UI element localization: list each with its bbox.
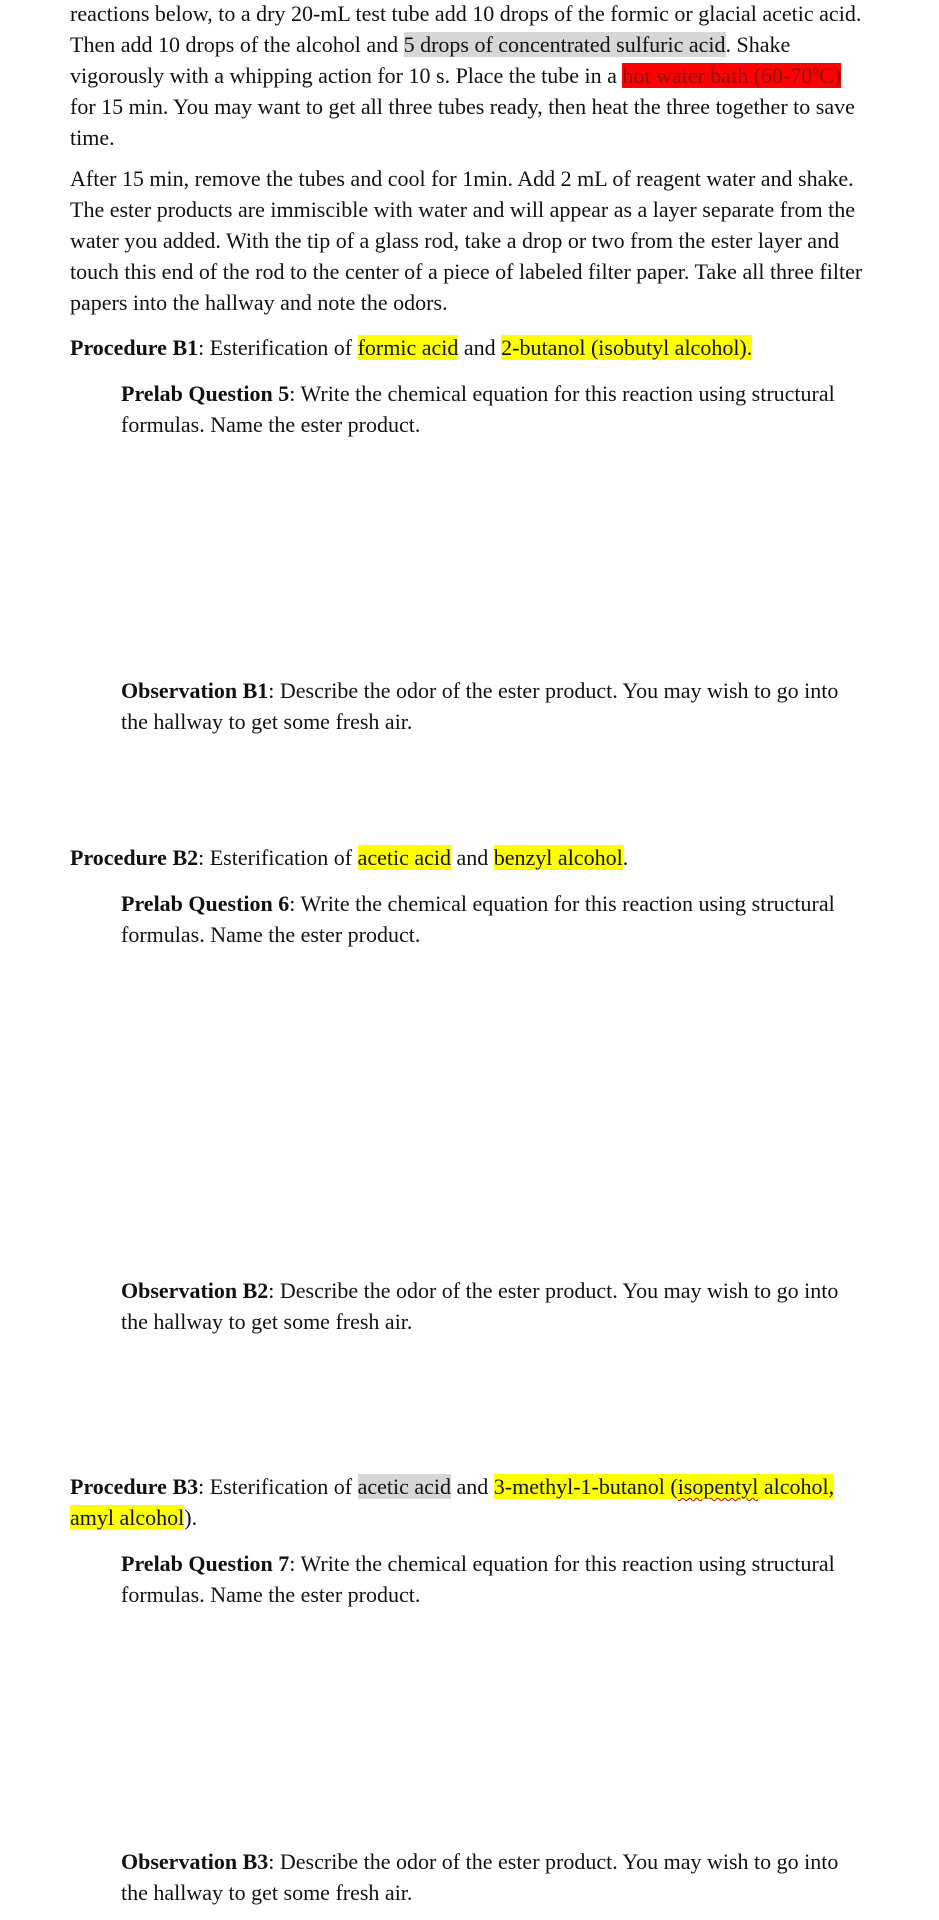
intro-paragraph-2: After 15 min, remove the tubes and cool for 1min. Add 2 mL of reagent water and shake. The ester products are immiscible with water and will appear as a layer separate from the water you added. With the tip of a glass rod, take a drop or two from the ester layer and touch this end of the rod to the center of a piece of labeled filter paper. Take all three filter papers into the hallway and note the odors. bbox=[70, 166, 863, 315]
highlight-acetic-acid: acetic acid bbox=[357, 845, 452, 870]
highlight-hot-water-bath: hot water bath (60-70ºC) bbox=[622, 63, 842, 88]
prelab-question-5: Prelab Question 5: Write the chemical equation for this reaction using structural formulas. Name the ester product. bbox=[121, 381, 835, 437]
highlight-acetic-acid-b3: acetic acid bbox=[357, 1474, 452, 1499]
spellcheck-underline-isopentyl: isopentyl bbox=[677, 1474, 759, 1499]
procedure-b3-label: Procedure B3 bbox=[70, 1474, 199, 1499]
procedure-b2-heading: Procedure B2: Esterification of acetic acid and benzyl alcohol. bbox=[70, 845, 629, 870]
intro-paragraph-1 bbox=[70, 0, 870, 153]
observation-b2: Observation B2: Describe the odor of the ester product. You may wish to go into the hallway to get some fresh air. bbox=[121, 1278, 839, 1334]
intro-text-c: for 15 min. You may want to get all three tubes ready, then heat the three together to save time. bbox=[70, 94, 855, 150]
procedure-b3-heading: Procedure B3: Esterification of acetic acid and 3-methyl-1-butanol (isopentyl alcohol, amyl alcohol). bbox=[70, 1474, 835, 1530]
prelab-question-7: Prelab Question 7: Write the chemical equation for this reaction using structural formulas. Name the ester product. bbox=[121, 1551, 835, 1607]
procedure-b1-heading: Procedure B1: Esterification of formic acid and 2-butanol (isobutyl alcohol). bbox=[70, 335, 753, 360]
intro-text-a: reactions below, to a dry 20-mL test tube add 10 drops of the formic or glacial acetic acid. Then add 10 drops of the alcohol and bbox=[70, 1, 862, 57]
highlight-sulfuric-acid: 5 drops of concentrated sulfuric acid bbox=[403, 32, 726, 57]
intro-text-b: . Shake vigorously with a whipping action for 10 s. Place the tube in a bbox=[70, 32, 791, 88]
procedure-b1-label: Procedure B1 bbox=[70, 335, 199, 360]
highlight-formic-acid: formic acid bbox=[357, 335, 459, 360]
observation-b1: Observation B1: Describe the odor of the ester product. You may wish to go into the hallway to get some fresh air. bbox=[121, 678, 839, 734]
highlight-3-methyl-1-butanol: 3-methyl-1-butanol (isopentyl alcohol, amyl alcohol bbox=[70, 1474, 835, 1530]
observation-b3: Observation B3: Describe the odor of the ester product. You may wish to go into the hallway to get some fresh air. bbox=[121, 1849, 839, 1905]
highlight-benzyl-alcohol: benzyl alcohol bbox=[493, 845, 623, 870]
procedure-b2-label: Procedure B2 bbox=[70, 845, 199, 870]
prelab-question-6: Prelab Question 6: Write the chemical equation for this reaction using structural formulas. Name the ester product. bbox=[121, 891, 835, 947]
highlight-2-butanol: 2-butanol (isobutyl alcohol). bbox=[501, 335, 753, 360]
